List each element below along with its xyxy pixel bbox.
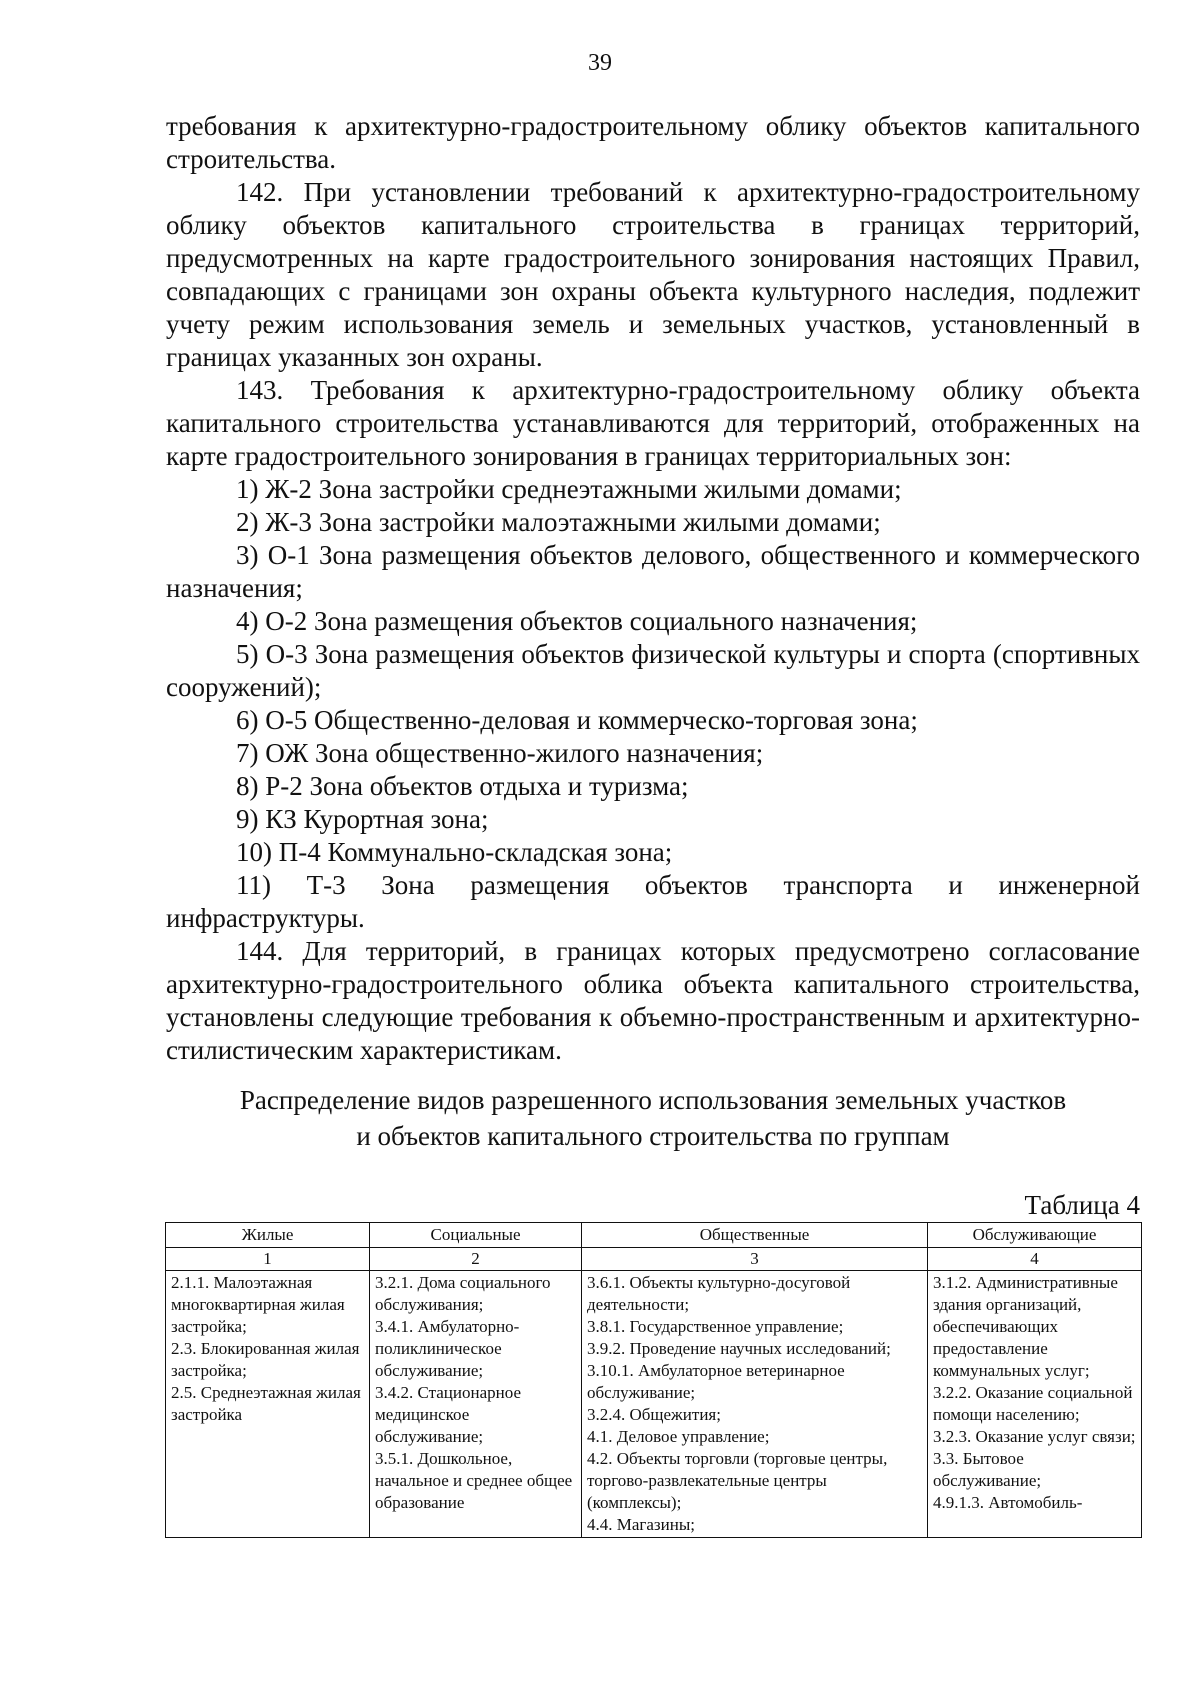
section-title-line-1: Распределение видов разрешенного использования земельных участков bbox=[239, 1085, 1067, 1115]
land-use-entry: 3.8.1. Государственное управление; bbox=[587, 1317, 844, 1336]
land-use-entry: 3.2.3. Оказание услуг связи; bbox=[933, 1427, 1136, 1446]
column-number: 1 bbox=[166, 1248, 370, 1271]
column-number: 4 bbox=[928, 1248, 1142, 1271]
table-header-row bbox=[166, 1223, 1142, 1248]
land-use-entry: 3.6.1. Объекты культурно-досуговой деятельности; bbox=[587, 1273, 851, 1314]
zone-list-item: 6) О-5 Общественно-деловая и коммерческо-торговая зона; bbox=[236, 705, 918, 735]
land-use-entry: 3.3. Бытовое обслуживание; bbox=[933, 1449, 1042, 1490]
land-use-entry: 3.4.2. Стационарное медицинское обслуживание; bbox=[375, 1383, 521, 1446]
land-use-entry: 4.1. Деловое управление; bbox=[587, 1427, 770, 1446]
column-number-row bbox=[166, 1248, 1142, 1271]
paragraph-144: 144. Для территорий, в границах которых предусмотрено согласование архитектурно-градостроительного облика объекта капитального строительства, установлены следующие требования к объемно-пространственным и архитектурно-стилистическим характеристикам. bbox=[166, 936, 1140, 1065]
zone-list-item: 5) О-3 Зона размещения объектов физической культуры и спорта (спортивных сооружений); bbox=[166, 639, 1140, 702]
table-cell-residential bbox=[166, 1271, 370, 1538]
table-cell-public bbox=[582, 1271, 928, 1538]
land-use-entry: 2.5. Среднеэтажная жилая застройка bbox=[171, 1383, 361, 1424]
land-use-entry: 3.2.4. Общежития; bbox=[587, 1405, 721, 1424]
table-row bbox=[166, 1271, 1142, 1538]
column-number: 3 bbox=[582, 1248, 928, 1271]
zone-list-item: 1) Ж-2 Зона застройки среднеэтажными жилыми домами; bbox=[236, 474, 902, 504]
table-cell-social bbox=[370, 1271, 582, 1538]
paragraph-continuation: требования к архитектурно-градостроительному облику объектов капитального строительства. bbox=[166, 111, 1140, 174]
land-use-entry: 3.10.1. Амбулаторное ветеринарное обслуживание; bbox=[587, 1361, 845, 1402]
section-title-line-2: и объектов капитального строительства по группам bbox=[356, 1121, 950, 1151]
land-use-entry: 4.4. Магазины; bbox=[587, 1515, 695, 1534]
land-use-entry: 2.1.1. Малоэтажная многоквартирная жилая застройка; bbox=[171, 1273, 345, 1336]
zone-list-item: 7) ОЖ Зона общественно-жилого назначения; bbox=[236, 738, 764, 768]
column-header: Общественные bbox=[582, 1223, 928, 1248]
land-use-entry: 3.2.1. Дома социального обслуживания; bbox=[375, 1273, 551, 1314]
zone-list-item: 8) Р-2 Зона объектов отдыха и туризма; bbox=[236, 771, 689, 801]
column-header: Социальные bbox=[370, 1223, 582, 1248]
section-title bbox=[166, 1082, 1140, 1154]
document-body bbox=[166, 110, 1140, 1067]
paragraph-142: 142. При установлении требований к архитектурно-градостроительному облику объектов капитального строительства в границах территорий, предусмотренных на карте градостроительного зонирования настоящих Правил, совпадающих с границами зон охраны объекта культурного наследия, подлежит учету режим использования земель и земельных участков, установленный в границах указанных зон охраны. bbox=[166, 177, 1140, 372]
land-use-entry: 3.9.2. Проведение научных исследований; bbox=[587, 1339, 891, 1358]
column-header: Обслуживающие bbox=[928, 1223, 1142, 1248]
land-use-entry: 3.5.1. Дошкольное, начальное и среднее общее образование bbox=[375, 1449, 573, 1512]
zone-list-item: 2) Ж-3 Зона застройки малоэтажными жилыми домами; bbox=[236, 507, 881, 537]
table-label: Таблица 4 bbox=[1024, 1190, 1140, 1220]
zone-list-item: 3) О-1 Зона размещения объектов делового, общественного и коммерческого назначения; bbox=[166, 540, 1140, 603]
paragraph-143: 143. Требования к архитектурно-градостроительному облику объекта капитального строительства устанавливаются для территорий, отображенных на карте градостроительного зонирования в границах территориальных зон: bbox=[166, 375, 1140, 471]
land-use-entry: 3.1.2. Административные здания организаций, обеспечивающих предоставление коммунальных услуг; bbox=[933, 1273, 1118, 1380]
zone-list-item: 11) Т-3 Зона размещения объектов транспорта и инженерной инфраструктуры. bbox=[166, 870, 1140, 933]
land-use-groups-table bbox=[165, 1222, 1142, 1538]
land-use-entry: 4.2. Объекты торговли (торговые центры, торгово-развлекательные центры (комплексы); bbox=[587, 1449, 888, 1512]
column-number: 2 bbox=[370, 1248, 582, 1271]
land-use-entry: 3.2.2. Оказание социальной помощи населению; bbox=[933, 1383, 1133, 1424]
zone-list-item: 10) П-4 Коммунально-складская зона; bbox=[236, 837, 673, 867]
land-use-entry: 2.3. Блокированная жилая застройка; bbox=[171, 1339, 360, 1380]
zone-list-item: 9) КЗ Курортная зона; bbox=[236, 804, 489, 834]
column-header: Жилые bbox=[166, 1223, 370, 1248]
land-use-entry: 4.9.1.3. Автомобиль- bbox=[933, 1493, 1083, 1512]
page-number: 39 bbox=[588, 50, 612, 76]
land-use-entry: 3.4.1. Амбулаторно-поликлиническое обслуживание; bbox=[375, 1317, 520, 1380]
zone-list-item: 4) О-2 Зона размещения объектов социального назначения; bbox=[236, 606, 918, 636]
table-cell-service bbox=[928, 1271, 1142, 1538]
